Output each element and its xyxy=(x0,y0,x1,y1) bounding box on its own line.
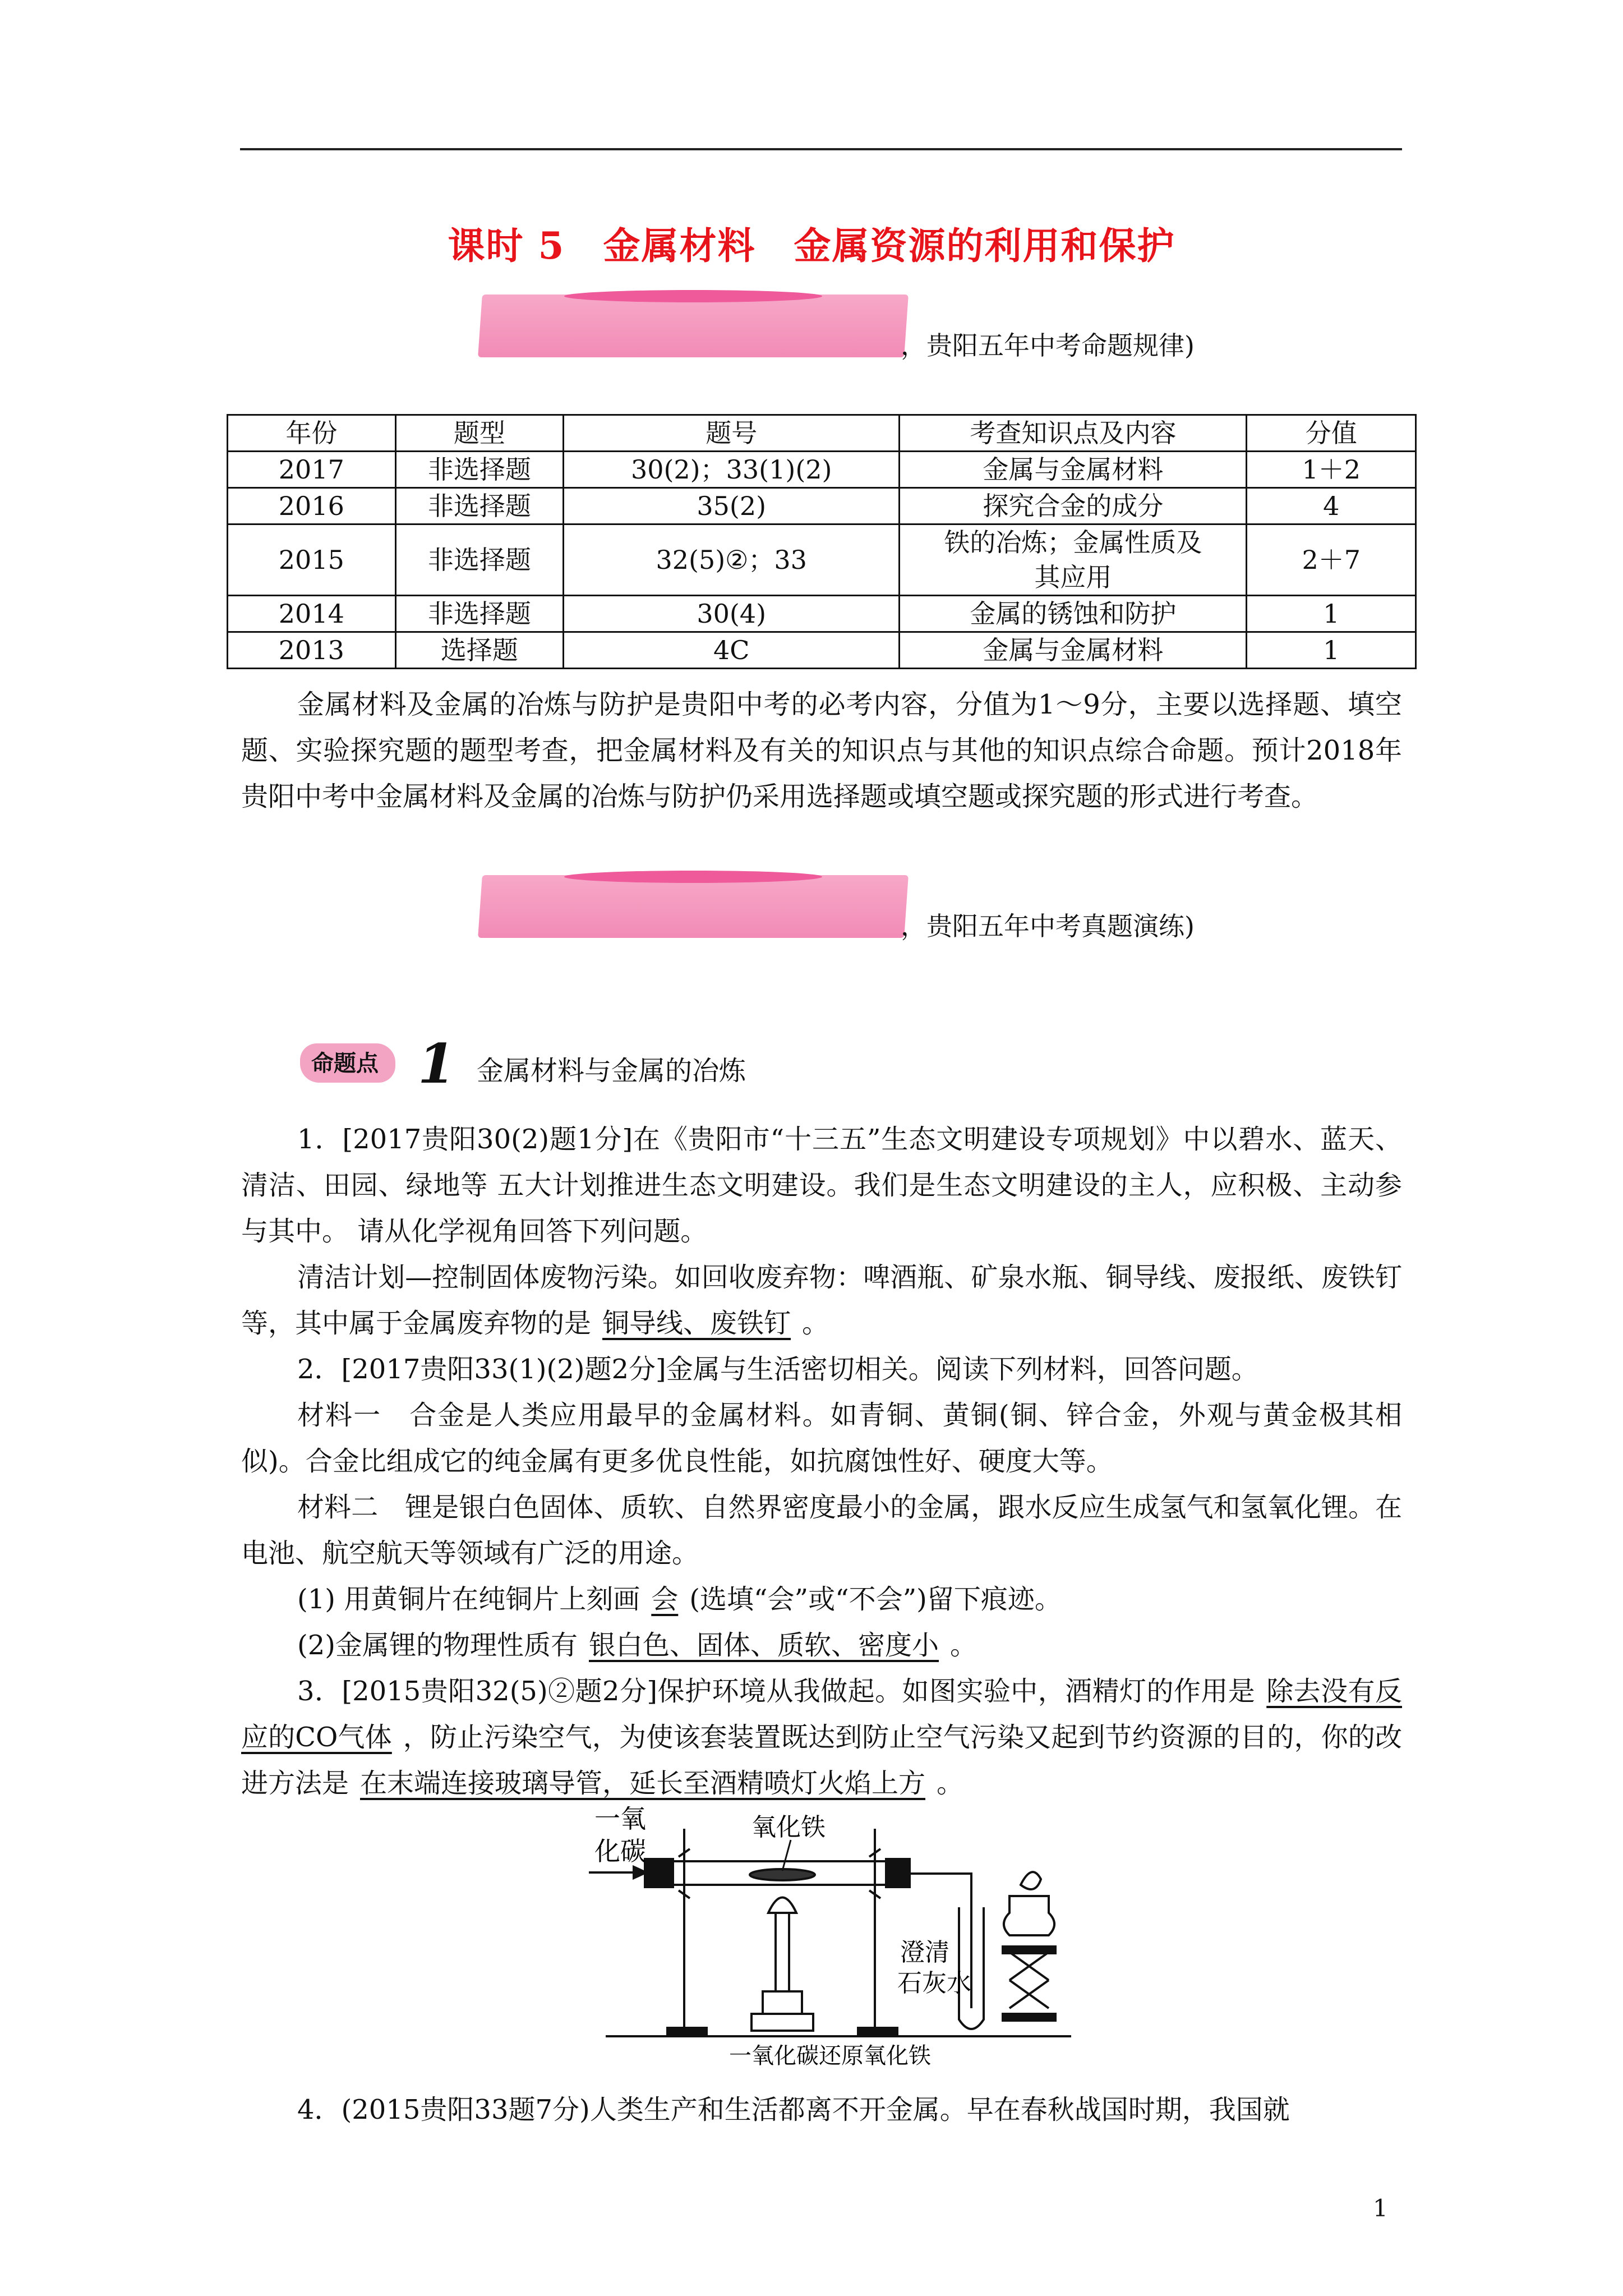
stopper-left xyxy=(645,1859,673,1887)
table-cell: 非选择题 xyxy=(395,596,563,632)
burner-tube xyxy=(776,1913,789,1991)
label-leader xyxy=(782,1840,791,1871)
page-number: 1 xyxy=(1373,2194,1388,2222)
table-cell: 1 xyxy=(1247,632,1416,669)
table-cell: 探究合金的成分 xyxy=(900,488,1247,524)
stand-base-right xyxy=(858,2028,897,2036)
q2-sub-1-end: (选填“会”或“不会”)留下痕迹。 xyxy=(689,1584,1062,1615)
stand-base-left xyxy=(667,2028,707,2036)
stopper-right xyxy=(886,1859,910,1887)
table-cell: 2015 xyxy=(228,524,396,596)
banner-ribbon xyxy=(478,875,909,938)
q1-text: 清洁计划—控制固体废物污染。如回收废弃物：啤酒瓶、矿泉水瓶、铜导线、废报纸、废铁钉等，其中属于金属废弃物的是 xyxy=(241,1262,1402,1339)
table-header: 分值 xyxy=(1247,415,1416,452)
label-limewater-2: 石灰水 xyxy=(897,1969,971,1998)
burner-body xyxy=(763,1991,802,2014)
table-cell: 非选择题 xyxy=(395,524,563,596)
q2-sub-1-answer: 会 xyxy=(651,1584,679,1615)
table-cell: 选择题 xyxy=(395,632,563,669)
burner-base xyxy=(751,2014,813,2031)
section-banner-exercises xyxy=(480,875,1377,941)
table-cell: 30(2)；33(1)(2) xyxy=(564,452,900,488)
q1-line2 xyxy=(241,1254,1402,1346)
topic-title: 金属材料与金属的冶炼 xyxy=(477,1055,746,1087)
q1-stem: 1．[2017贵阳30(2)题1分]在《贵阳市“十三五”生态文明建设专项规划》中以碧水、蓝天、清洁、田园、绿地等 五大计划推进生态文明建设。我们是生态文明建设的主人，应积极、主动参与其中。 请从化学视角回答下列问题。 xyxy=(241,1124,1402,1247)
banner-ribbon-edge xyxy=(564,871,822,883)
q2-material-1: 材料一 合金是人类应用最早的金属材料。如青铜、黄铜(铜、锌合金，外观与黄金极其相似)。合金比组成它的纯金属有更多优良性能，如抗腐蚀性好、硬度大等。 xyxy=(241,1400,1402,1477)
q2-sub-1 xyxy=(241,1576,1402,1622)
table-cell: 35(2) xyxy=(564,488,900,524)
q3-answer-2: 在末端连接玻璃导管，延长至酒精喷灯火焰上方 xyxy=(360,1768,926,1799)
q3-text: 3．[2015贵阳32(5)②题2分]保护环境从我做起。如图实验中，酒精灯的作用是 xyxy=(297,1676,1256,1707)
table-cell: 1＋2 xyxy=(1247,452,1416,488)
table-header: 题号 xyxy=(564,415,900,452)
summary-paragraph: 金属材料及金属的冶炼与防护是贵阳中考的必考内容，分值为1～9分，主要以选择题、填空题、实验探究题的题型考查，把金属材料及有关的知识点与其他的知识点综合命题。预计2018年贵阳中考中金属材料及金属的冶炼与防护仍采用选择题或填空题或探究题的形式进行考查。 xyxy=(241,689,1402,812)
q2-sub-1-text: (1) 用黄铜片在纯铜片上刻画 xyxy=(297,1584,640,1615)
q3-answer-1: 除去没有反应的CO气体 xyxy=(241,1676,1402,1753)
table-row xyxy=(228,452,1416,488)
top-rule xyxy=(240,148,1402,150)
q2-sub-2-answer: 银白色、固体、质软、密度小 xyxy=(589,1630,939,1661)
label-co-2: 化碳 xyxy=(594,1836,646,1866)
label-co-1: 一氧 xyxy=(594,1806,646,1834)
label-limewater-1: 澄清 xyxy=(900,1938,949,1967)
q2-stem: 2．[2017贵阳33(1)(2)题2分]金属与生活密切相关。阅读下列材料，回答问题。 xyxy=(297,1354,1258,1385)
jack-base xyxy=(1003,2014,1055,2021)
topic-tag-label: 命题点 xyxy=(311,1051,379,1076)
table-row xyxy=(228,632,1416,669)
topic-tag xyxy=(300,1043,395,1083)
q4-text: 4．(2015贵阳33题7分)人类生产和生活都离不开金属。早在春秋战国时期，我国就 xyxy=(297,2094,1290,2125)
table-cell: 2＋7 xyxy=(1247,524,1416,596)
table-header: 题型 xyxy=(395,415,563,452)
table-cell: 2013 xyxy=(228,632,396,669)
label-iron-oxide: 氧化铁 xyxy=(751,1813,826,1842)
table-cell: 2014 xyxy=(228,596,396,632)
table-cell: 2017 xyxy=(228,452,396,488)
q3-text-2: ，防止污染空气，为使该套装置既达到防止空气污染又起到节约资源的目的，你的改进方法是 xyxy=(241,1722,1402,1799)
q2-material-2: 材料二 锂是银白色固体、质软、自然界密度最小的金属，跟水反应生成氢气和氢氧化锂。在电池、航空航天等领域有广泛的用途。 xyxy=(241,1492,1402,1569)
table-cell: 4C xyxy=(564,632,900,669)
topic-number: 1 xyxy=(418,1032,455,1096)
table-cell: 金属与金属材料 xyxy=(900,452,1247,488)
apparatus-figure xyxy=(583,1806,1077,2070)
exam-table xyxy=(227,414,1417,669)
lab-jack xyxy=(1009,1952,1049,2008)
table-row xyxy=(228,524,1416,596)
table-row xyxy=(228,488,1416,524)
outlet-tube xyxy=(910,1874,971,1913)
table-cell: 金属的锈蚀和防护 xyxy=(900,596,1247,632)
q3-end: 。 xyxy=(937,1768,964,1799)
table-cell: 30(4) xyxy=(564,596,900,632)
table-cell: 32(5)②；33 xyxy=(564,524,900,596)
table-header: 考查知识点及内容 xyxy=(900,415,1247,452)
jack-top xyxy=(1003,1947,1055,1953)
table-cell: 1 xyxy=(1247,596,1416,632)
q2-sub-2-end: 。 xyxy=(950,1630,978,1661)
section-banner-rules xyxy=(480,295,1377,361)
q2-sub-2-text: (2)金属锂的物理性质有 xyxy=(297,1630,578,1661)
banner-caption: ，贵阳五年中考命题规律) xyxy=(901,330,1195,361)
table-cell: 非选择题 xyxy=(395,488,563,524)
q2-sub-2 xyxy=(241,1622,1402,1668)
q1-end: 。 xyxy=(802,1308,829,1339)
banner-ribbon xyxy=(478,295,909,357)
table-cell: 2016 xyxy=(228,488,396,524)
banner-caption: ，贵阳五年中考真题演练) xyxy=(901,911,1195,941)
flame xyxy=(768,1898,796,1913)
figure-caption: 一氧化碳还原氧化铁 xyxy=(729,2043,931,2069)
table-cell: 铁的冶炼；金属性质及其应用 xyxy=(900,524,1247,596)
q1-answer: 铜导线、废铁钉 xyxy=(602,1308,791,1339)
alcohol-lamp xyxy=(1004,1896,1054,1935)
table-header: 年份 xyxy=(228,415,396,452)
q3 xyxy=(241,1668,1402,1806)
banner-ribbon-edge xyxy=(564,290,822,302)
table-cell: 4 xyxy=(1247,488,1416,524)
table-cell: 金属与金属材料 xyxy=(900,632,1247,669)
table-cell: 非选择题 xyxy=(395,452,563,488)
table-header-row xyxy=(228,415,1416,452)
table-row xyxy=(228,596,1416,632)
lesson-title: 课时 5 金属材料 金属资源的利用和保护 xyxy=(448,224,1175,268)
lamp-flame xyxy=(1021,1872,1041,1889)
questions-block xyxy=(241,1116,1402,1806)
